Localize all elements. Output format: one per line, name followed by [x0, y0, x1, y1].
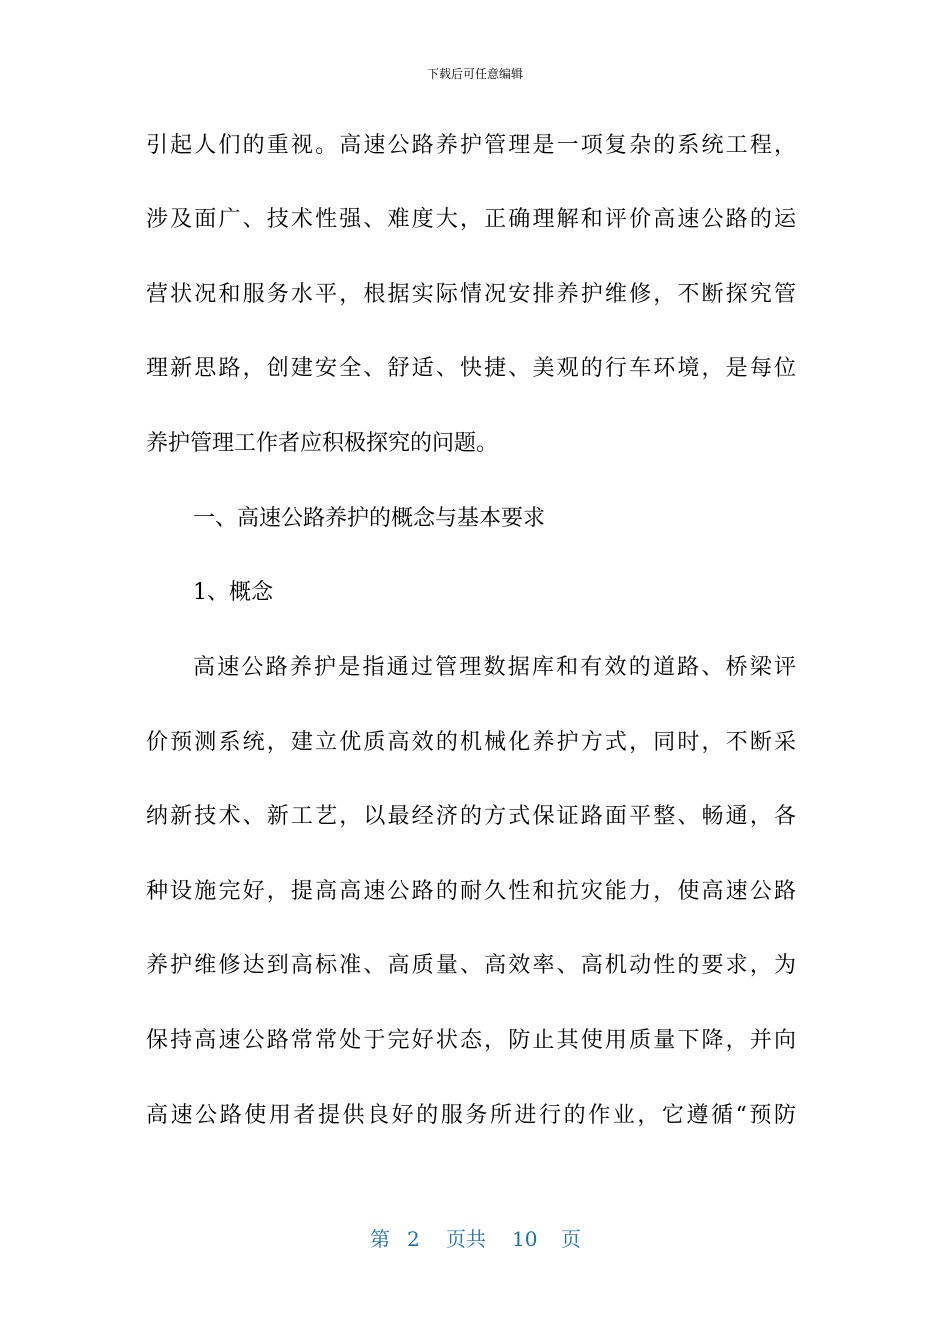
footer-total-pages: 10	[512, 1227, 538, 1251]
footer-prefix: 第	[370, 1227, 390, 1251]
footer-suffix: 页	[561, 1227, 581, 1251]
subsection-heading: 1、概念	[193, 580, 273, 605]
paragraph-line: 价预测系统，建立优质高效的机械化养护方式，同时，不断采	[146, 730, 796, 755]
page-header-note: 下载后可任意编辑	[426, 67, 523, 81]
paragraph-line: 高速公路使用者提供良好的服务所进行的作业，它遵循“预防	[146, 1103, 796, 1128]
paragraph-line: 涉及面广、技术性强、难度大，正确理解和评价高速公路的运	[146, 207, 796, 232]
paragraph-line: 种设施完好，提高高速公路的耐久性和抗灾能力，使高速公路	[146, 879, 796, 904]
paragraph-line: 养护维修达到高标准、高质量、高效率、高机动性的要求，为	[146, 953, 796, 978]
paragraph-line: 营状况和服务水平，根据实际情况安排养护维修，不断探究管	[146, 282, 796, 307]
paragraph-line: 保持高速公路常常处于完好状态，防止其使用质量下降，并向	[146, 1028, 796, 1053]
page-footer	[0, 1226, 950, 1252]
footer-page-number: 2	[407, 1227, 420, 1251]
paragraph-line: 纳新技术、新工艺，以最经济的方式保证路面平整、畅通，各	[146, 804, 796, 829]
paragraph-line: 高速公路养护是指通过管理数据库和有效的道路、桥梁评	[193, 655, 796, 680]
section-heading: 一、高速公路养护的概念与基本要求	[193, 506, 546, 531]
paragraph-line: 理新思路，创建安全、舒适、快捷、美观的行车环境，是每位	[146, 356, 796, 381]
footer-middle: 页共	[446, 1227, 486, 1251]
paragraph-line: 养护管理工作者应积极探究的问题。	[146, 431, 499, 456]
paragraph-line: 引起人们的重视。高速公路养护管理是一项复杂的系统工程，	[146, 133, 796, 158]
